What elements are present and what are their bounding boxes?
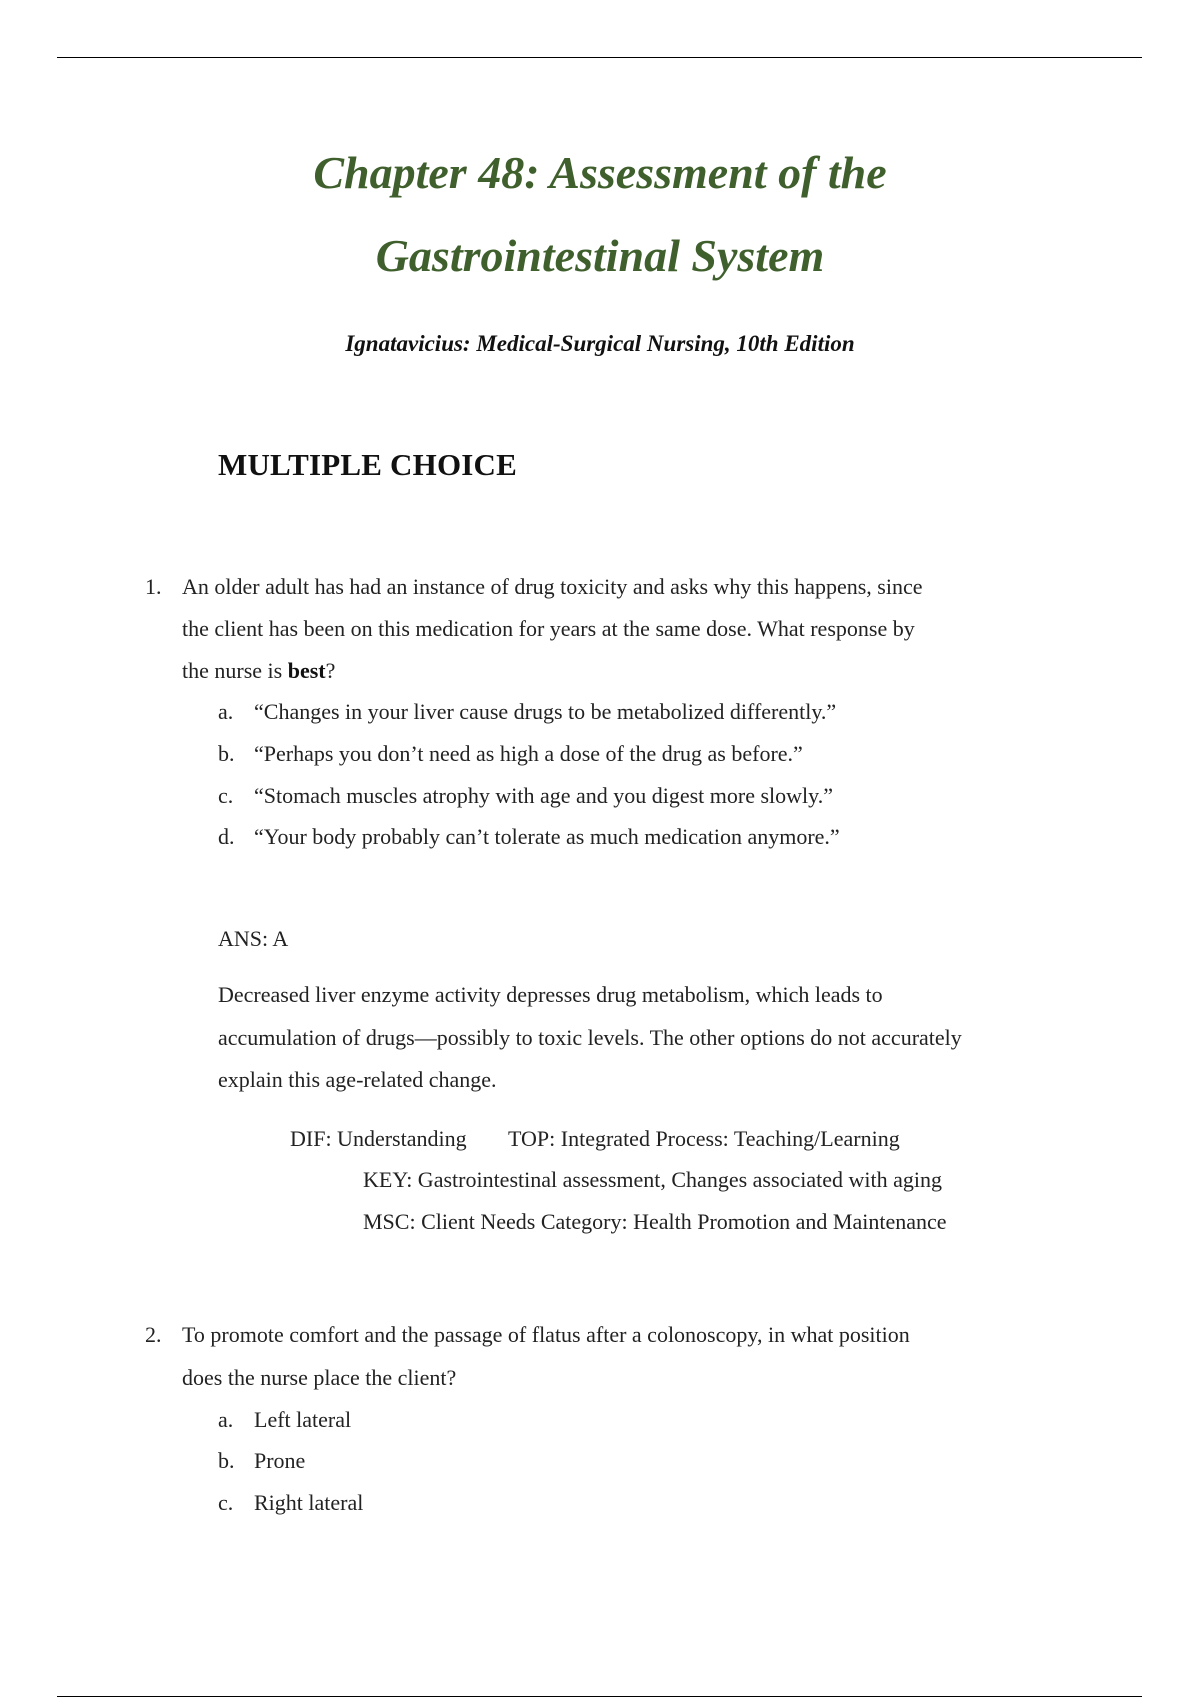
option-letter: b. (218, 1448, 235, 1473)
question-stem-line (182, 658, 335, 684)
rationale-line: Decreased liver enzyme activity depresses drug metabolism, which leads to (218, 982, 883, 1007)
stem-emphasis: best (287, 658, 326, 683)
option-letter: c. (218, 1490, 234, 1515)
rationale-line: accumulation of drugs—possibly to toxic levels. The other options do not accurately (218, 1025, 962, 1050)
section-heading: MULTIPLE CHOICE (218, 447, 517, 482)
top-rule (57, 57, 1142, 58)
option-letter: a. (218, 1407, 234, 1432)
topic-tag: TOP: Integrated Process: Teaching/Learning (508, 1126, 900, 1151)
bottom-rule (57, 1696, 1142, 1697)
question-stem-line: To promote comfort and the passage of flatus after a colonoscopy, in what position (182, 1322, 910, 1347)
question-stem-line: does the nurse place the client? (182, 1365, 457, 1390)
chapter-title-line-1: Chapter 48: Assessment of the (313, 147, 887, 198)
option-text: “Stomach muscles atrophy with age and you digest more slowly.” (254, 783, 834, 808)
option-text: Prone (254, 1448, 306, 1473)
option-letter: d. (218, 824, 235, 849)
question-stem-line: the client has been on this medication for years at the same dose. What response by (182, 616, 915, 641)
book-subtitle: Ignatavicius: Medical-Surgical Nursing, 10th Edition (345, 331, 855, 356)
option-letter: b. (218, 741, 235, 766)
question-number: 2. (145, 1322, 162, 1347)
option-text: “Changes in your liver cause drugs to be metabolized differently.” (254, 699, 837, 724)
option-text: Right lateral (254, 1490, 364, 1515)
chapter-title-line-2: Gastrointestinal System (375, 230, 825, 281)
rationale-line: explain this age-related change. (218, 1067, 497, 1092)
stem-text: ? (325, 658, 336, 683)
question-number: 1. (145, 574, 162, 599)
answer-key: ANS: A (218, 926, 289, 951)
question-stem-line: An older adult has had an instance of drug toxicity and asks why this happens, since (182, 574, 923, 599)
option-text: “Perhaps you don’t need as high a dose of the drug as before.” (254, 741, 803, 766)
option-letter: a. (218, 699, 234, 724)
stem-text: the nurse is (182, 658, 288, 683)
msc-tag: MSC: Client Needs Category: Health Promotion and Maintenance (363, 1209, 947, 1234)
key-tag: KEY: Gastrointestinal assessment, Changes associated with aging (363, 1167, 943, 1192)
option-letter: c. (218, 783, 234, 808)
difficulty-tag: DIF: Understanding (290, 1126, 467, 1151)
option-text: “Your body probably can’t tolerate as much medication anymore.” (254, 824, 840, 849)
option-text: Left lateral (254, 1407, 352, 1432)
